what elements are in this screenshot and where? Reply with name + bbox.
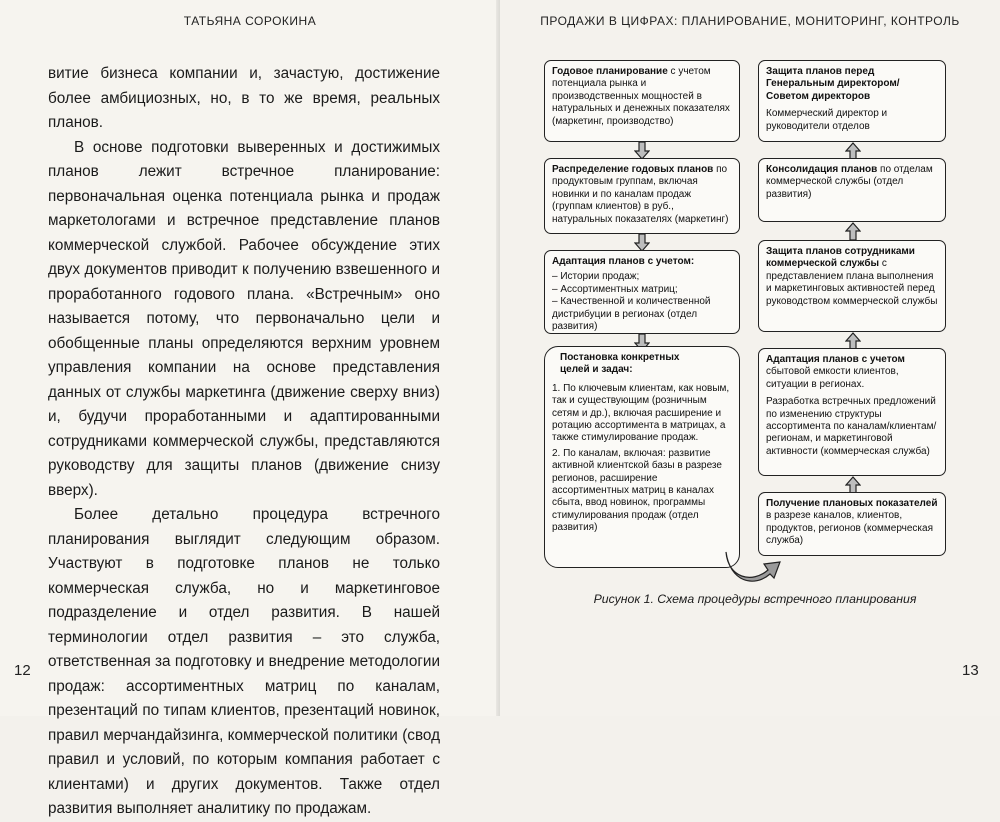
arrow-up-icon [845,222,861,240]
flow-box-item: 1. По ключевым клиентам, как новым, так и существующим (розничным сетям и др.), включая расширение и ротацию ассортимента в матрицах, а также стимулирование продаж. [552,382,730,444]
flow-box-title: Адаптация планов с учетом [766,354,905,365]
flow-box-text: по продуктовым группам, включая новинки и по каналам продаж (группам клиентов) в руб., натуральных показателях (маркетинг) [552,164,729,225]
flow-box-text: Коммерческий директор и руководители отделов [766,108,888,132]
flow-box-title: Постановка конкретных целей и задач: [560,352,680,376]
left-page [0,0,500,817]
flow-box-title: Защита планов перед Генеральным директором/Советом директоров [766,66,900,102]
paragraph-2: В основе подготовки выверенных и достижимых планов лежит встречное планирование: первоначальная оценка потенциала рынка и продаж маркетологами и встречное представление планов коммерческой службой. Рабочее обсуждение этих двух документов приводит к получению взвешенного и проработанного годового плана. «Встречным» оно называется потому, что первоначально цели и обобщенные планы определяются верхним уровнем управления компании на основе представления данных от службы маркетинга (движение сверху вниз) и, будучи проработанными и адаптированными сотрудниками коммерческой службы, представляются руководству для защиты планов (движение снизу вверх). [48,138,440,499]
flow-box-defense-ceo [758,60,946,142]
paragraph-3: Более детально процедура встречного планирования выглядит следующим образом. Участвуют в подготовке планов не только коммерческая служба, но и маркетинговое подразделение и отдел развития. В нашей терминологии отдел развития – это служба, ответственная за подготовку и внедрение методологии продаж: ассортиментных матриц по каналам, презентаций по типам клиентов, презентаций новинок, правил мерчандайзинга, коммерческой политики (свод правил и условий, по которым компания работает с клиентами) и других документов. Также отдел развития выполняет аналитику по продажам. [48,506,440,817]
flow-box-title: Консолидация планов [766,164,878,175]
flow-box-title: Адаптация планов с учетом: [552,256,695,267]
right-running-header: ПРОДАЖИ В ЦИФРАХ: ПЛАНИРОВАНИЕ, МОНИТОРИНГ, КОНТРОЛЬ [540,14,960,28]
figure-caption: Рисунок 1. Схема процедуры встречного планирования [593,592,917,606]
left-running-header: ТАТЬЯНА СОРОКИНА [183,14,317,28]
right-page [500,0,1000,716]
flow-box-text: по отделам коммерческой службы (отдел развития) [766,164,933,200]
flow-box-item: – Качественной и количественной дистрибуции в регионах (отдел развития) [552,296,711,333]
flow-box-text: с учетом потенциала рынка и производственных мощностей в натуральных и денежных показателях (маркетинг, производство) [552,66,730,127]
flow-box-text: в разрезе каналов, клиентов, продуктов, регионов (коммерческая служба) [766,510,934,547]
flow-box-item: – Истории продаж; [552,271,640,283]
flow-box-title: Получение плановых показателей [766,498,938,509]
flow-box-plan-targets [758,492,946,556]
flow-box-plan-adaptation [544,250,740,334]
flow-box-annual-planning [544,60,740,142]
flow-box-title: Защита планов сотрудниками коммерческой службы [766,246,915,270]
flow-box-title: Годовое планирование [552,66,668,77]
flow-box-plan-distribution [544,158,740,234]
flow-box-title: Распределение годовых планов [552,164,714,175]
flow-box-text: с представлением плана выполнения и маркетинговых активностей перед руководством коммерческой службы [766,258,938,307]
flow-box-defense-staff [758,240,946,332]
paragraph-1: витие бизнеса компании и, зачастую, достижение более амбициозных, но, в то же время, реальных планов. [48,65,440,131]
flow-box-item: – Ассортиментных матриц; [552,283,678,295]
left-body-text [48,62,440,822]
flow-box-extra: Разработка встречных предложений по изменению структуры ассортимента по каналам/клиентам/регионам, и маркетинговой активности (коммерческая служба) [766,396,937,457]
flow-box-consolidation [758,158,946,222]
flow-box-adaptation-capacity [758,348,946,476]
right-page-number: 13 [962,662,979,679]
flow-box-item: 2. По каналам, включая: развитие активной клиентской базы в разрезе регионов, расширение ассортиментных матриц в каналах сбыта, ввод новинок, программы стимулирования продаж (отдел развития) [552,447,722,534]
flow-box-goal-setting [544,346,740,568]
flow-box-text: сбытовой емкости клиентов, ситуации в регионах. [766,366,899,390]
left-page-number: 12 [14,662,31,679]
